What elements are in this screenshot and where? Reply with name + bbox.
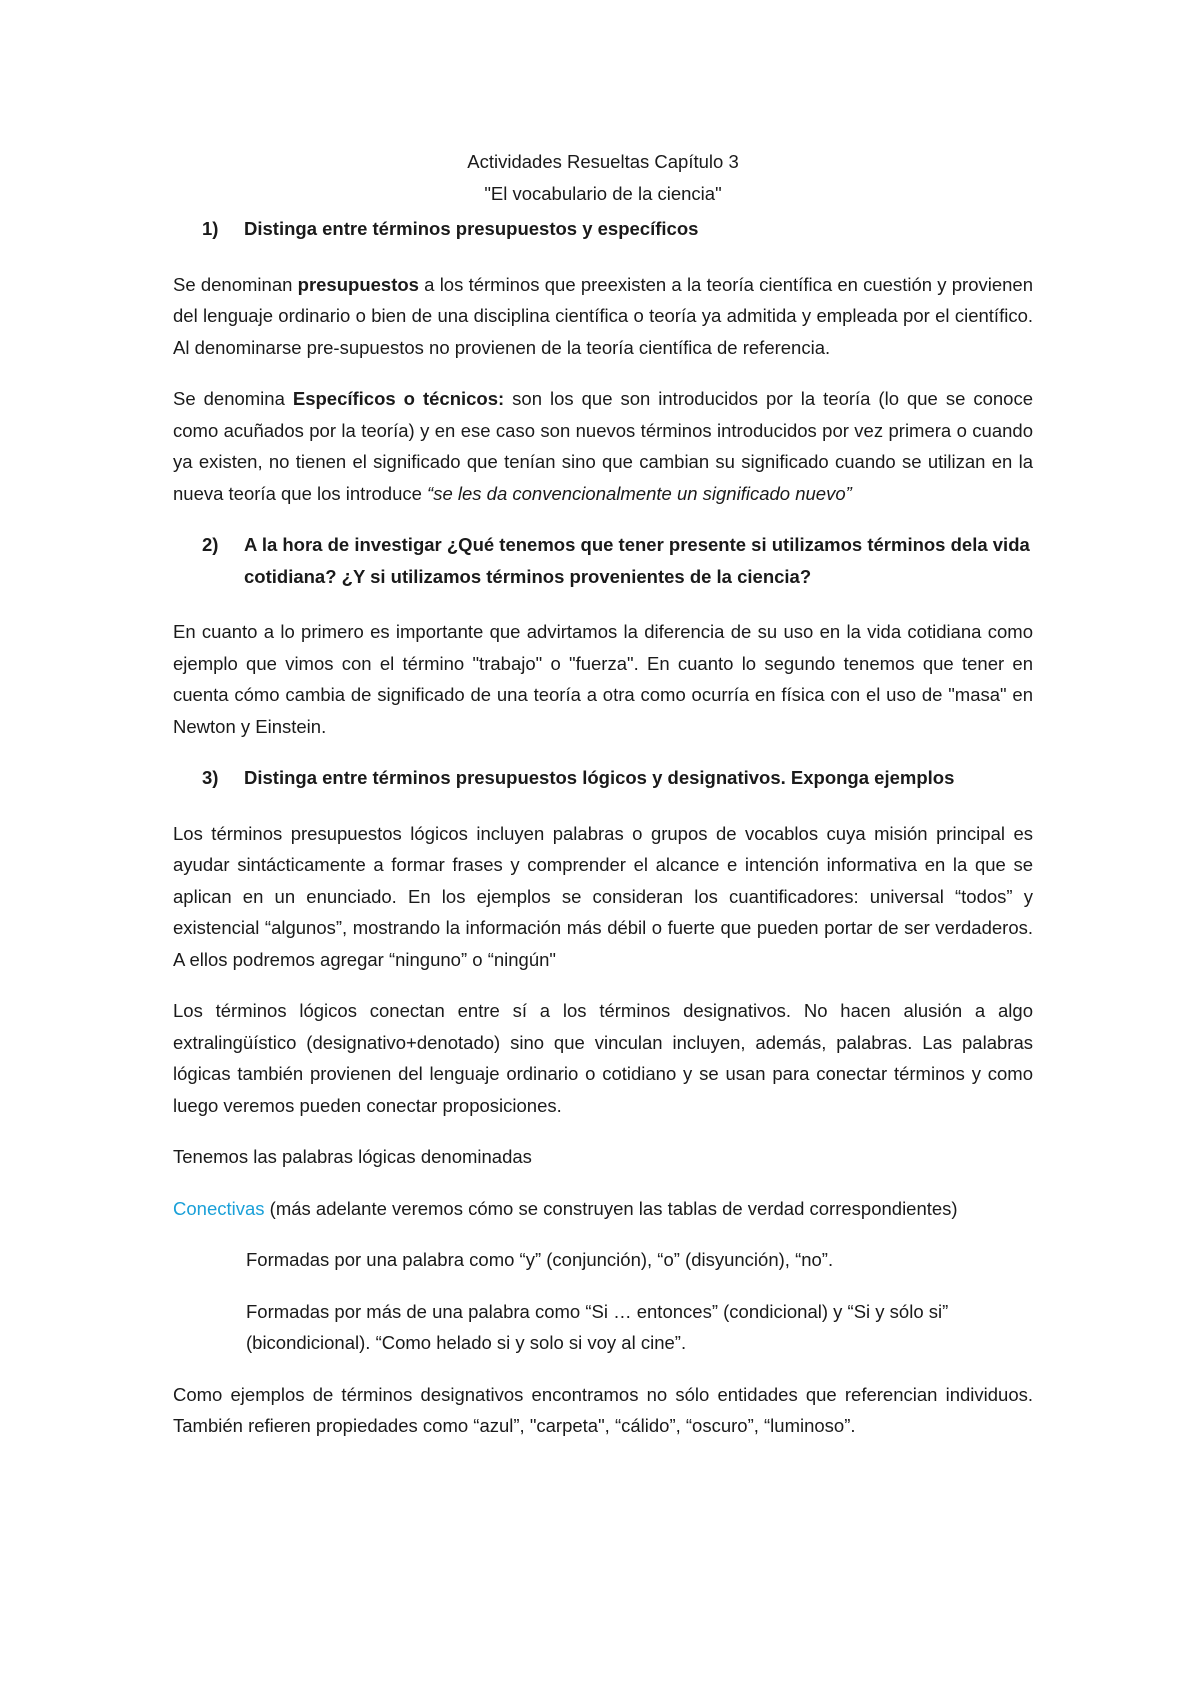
paragraph-answer-2: En cuanto a lo primero es importante que advirtamos la diferencia de su uso en la vida cotidiana como ejemplo que vimos con el término "trabajo" o "fuerza". En cuanto lo segundo tenemos que tener en cuenta cómo cambia de significado de una teoría a otra como ocurría en física con el uso de "masa" en Newton y Einstein. xyxy=(173,621,1033,737)
document-subtitle: "El vocabulario de la ciencia" xyxy=(484,182,722,204)
term-conectivas: Conectivas xyxy=(173,1197,265,1219)
question-1 xyxy=(173,213,1033,245)
paragraph-especificos-body: son los que son introducidos por la teoría (lo que se conoce como acuñados por la teoría) y en ese caso son nuevos términos introducidos por vez primera o cuando ya existen, no tienen el significado que tenían sino que cambian su significado cuando se utilizan en la nueva teoría que los introduce xyxy=(173,388,1034,504)
paragraph-presupuestos-intro: Se denominan xyxy=(173,273,298,295)
paragraph-logicos: Los términos presupuestos lógicos incluyen palabras o grupos de vocablos cuya misión principal es ayudar sintácticamente a formar frases y comprender el alcance e intención informativa en la que se aplican en un enunciado. En los ejemplos se consideran los cuantificadores: universal “todos” y existencial “algunos”, mostrando la información más débil o fuerte que pueden portar de ser verdaderos. A ellos podremos agregar “ninguno” o “ningún" xyxy=(173,822,1033,970)
paragraph-conectivas-text: (más adelante veremos cómo se construyen las tablas de verdad correspondientes) xyxy=(264,1197,958,1219)
question-2 xyxy=(173,529,1033,592)
question-1-text: Distinga entre términos presupuestos y específicos xyxy=(244,218,699,239)
paragraph-presupuestos xyxy=(173,269,1033,364)
question-2-text: A la hora de investigar ¿Qué tenemos que tener presente si utilizamos términos dela vida cotidiana? ¿Y si utilizamos términos provenientes de la ciencia? xyxy=(244,534,1030,587)
paragraph-mas-de-una-palabra: Formadas por más de una palabra como “Si … entonces” (condicional) y “Si y sólo si” (bicondicional). “Como helado si y solo si voy al cine”. xyxy=(246,1300,949,1353)
paragraph-presupuestos-body: a los términos que preexisten a la teoría científica en cuestión y provienen del lenguaje ordinario o bien de una disciplina científica o teoría ya admitida y empleada por el científico. Al denominarse pre-supuestos no provienen de la teoría científica de referencia. xyxy=(173,273,1034,358)
paragraph-especificos-intro: Se denomina xyxy=(173,388,293,409)
document-title: Actividades Resueltas Capítulo 3 xyxy=(467,151,739,172)
question-3-number: 3) xyxy=(202,767,219,788)
term-presupuestos: presupuestos xyxy=(297,273,419,295)
quote-significado-nuevo: “se les da convencionalmente un significado nuevo” xyxy=(427,482,852,504)
paragraph-una-palabra: Formadas por una palabra como “y” (conjunción), “o” (disyunción), “no”. xyxy=(246,1249,834,1270)
paragraph-conectan: Los términos lógicos conectan entre sí a los términos designativos. No hacen alusión a algo extralingüístico (designativo+denotado) sino que vinculan incluyen, además, palabras. Las palabras lógicas también provienen del lenguaje ordinario o cotidiano y se usan para conectar términos y como luego veremos pueden conectar proposiciones. xyxy=(173,1000,1033,1116)
paragraph-palabras-logicas: Tenemos las palabras lógicas denominadas xyxy=(173,1146,532,1167)
question-3 xyxy=(173,762,1033,794)
question-2-number: 2) xyxy=(202,534,219,555)
question-1-number: 1) xyxy=(202,218,219,239)
term-especificos: Específicos o técnicos: xyxy=(292,388,505,409)
paragraph-designativos: Como ejemplos de términos designativos encontramos no sólo entidades que referencian individuos. También refieren propiedades como “azul”, "carpeta", “cálido”, “oscuro”, “luminoso”. xyxy=(173,1383,1033,1436)
paragraph-conectivas xyxy=(173,1193,1033,1225)
question-3-text: Distinga entre términos presupuestos lógicos y designativos. Exponga ejemplos xyxy=(244,767,955,788)
paragraph-especificos xyxy=(173,383,1033,509)
